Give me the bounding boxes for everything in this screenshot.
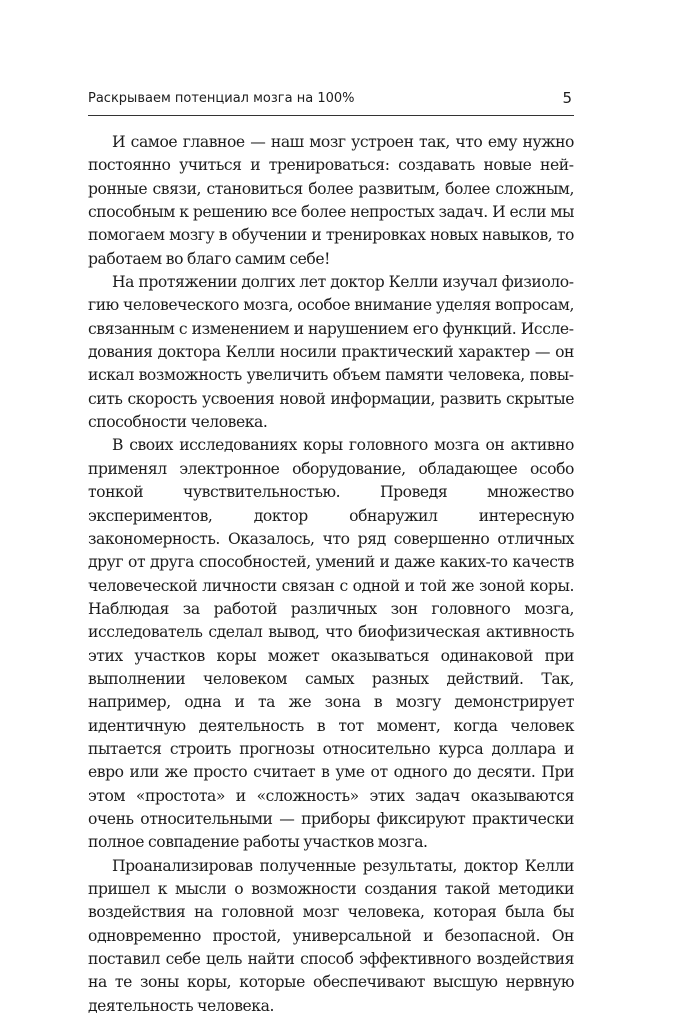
body-text xyxy=(88,131,574,1018)
paragraph-4: Проанализировав полученные результаты, доктор Келли пришел к мысли о возможности создания такой методики воздействия на головной мозг человека, которая была бы одновременно простой, универсальной и безопасной. Он поставил себе цель найти способ эффективного воздействия на те зоны коры, которые обеспечивают высшую нервную деятельность человека. xyxy=(88,856,574,1015)
running-header xyxy=(88,91,574,116)
paragraph-2: На протяжении долгих лет доктор Келли изучал физиологию человеческого мозга, особое внимание уделяя вопросам, связанным с изменением и нарушением его функций. Исследования доктора Келли носили практический характер — он искал возможность увеличить объем памяти человека, повысить скорость усвоения новой информации, развить скрытые способности человека. xyxy=(88,273,574,432)
running-title: Раскрываем потенциал мозга на 100% xyxy=(88,91,355,106)
paragraph-3: В своих исследованиях коры головного мозга он активно применял электронное оборудование, обладающее особо тонкой чувствительностью. Проведя множество экспериментов, доктор обнаружил интересную закономерность. Оказалось, что ряд совершенно отличных друг от друга способностей, умений и даже каких-то качеств человеческой личности связан с одной и той же зоной коры. Наблюдая за работой различных зон головного мозга, исследователь сделал вывод, что биофизическая активность этих участков коры может оказываться одинаковой при выполнении человеком самых разных действий. Так, например, одна и та же зона в мозгу демонстрирует идентичную деятельность в тот момент, когда человек пытается строить прогнозы относительно курса доллара и евро или же просто считает в уме от одного до десяти. При этом «простота» и «сложность» этих задач оказываются очень относительными — приборы фиксируют практически полное совпадение работы участков мозга. xyxy=(88,436,574,852)
page-number: 5 xyxy=(562,89,572,107)
paragraph-1: И самое главное — наш мозг устроен так, что ему нужно постоянно учиться и тренироваться: создавать новые нейронные связи, становиться более развитым, более сложным, способным к решению все более непростых задач. И если мы помогаем мозгу в обучении и тренировках новых навыков, то работаем во благо самим себе! xyxy=(88,133,574,268)
